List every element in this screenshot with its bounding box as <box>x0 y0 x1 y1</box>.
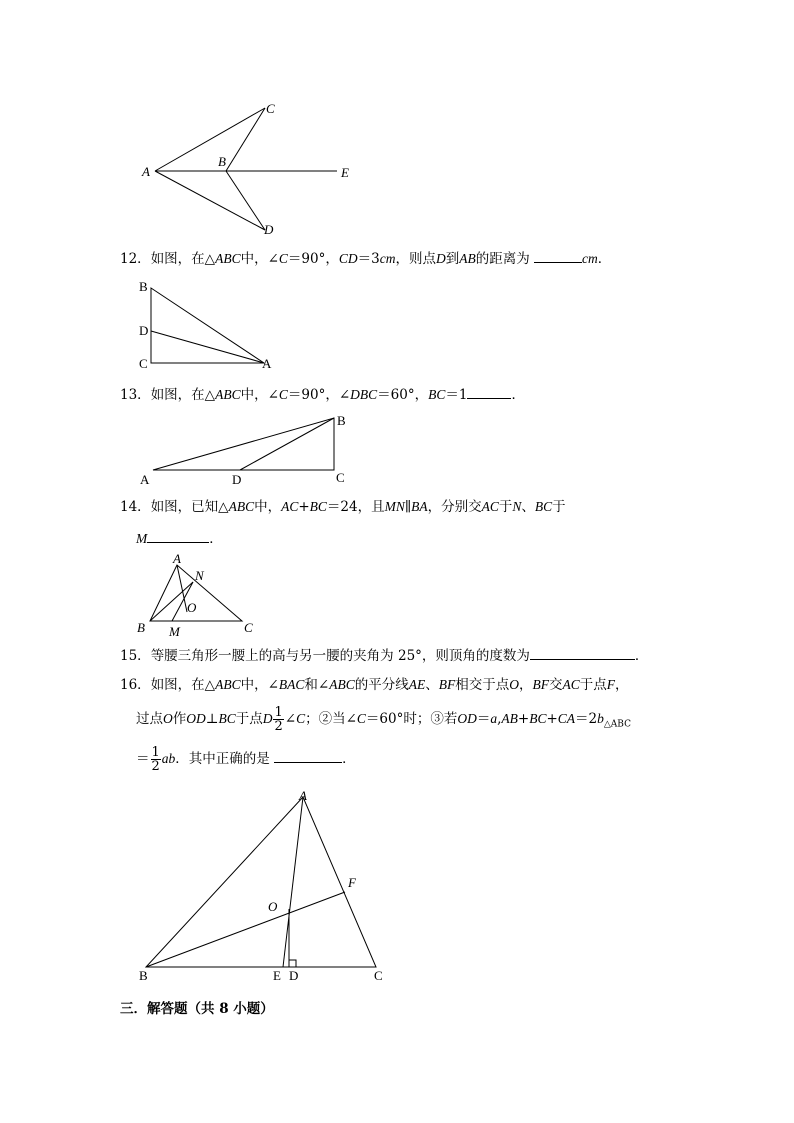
figure-q16 <box>135 785 395 985</box>
question-14-line2: M ． <box>136 528 223 549</box>
fraction-half: $\frac{1}{2}$ <box>274 705 283 734</box>
question-16-line3: ＝ $\frac{1}{2}$ ab．其中正确的是 ． <box>136 745 356 774</box>
answer-blank-13[interactable] <box>467 384 511 399</box>
label-E: E <box>273 968 281 983</box>
label-B: B <box>218 154 226 169</box>
label-A: A <box>173 551 181 566</box>
label-C: C <box>244 620 253 635</box>
question-16-line2: 过点O作OD⊥BC于点D $\frac{1}{2}$ ∠C；②当∠C＝60°时；③若$OD=a,AB+BC+CA=2b_{\triangle ABC}$ <box>136 705 631 734</box>
section-heading: 三．解答题（共 8 小题） <box>120 1001 274 1017</box>
label-A: A <box>142 164 150 179</box>
label-A: A <box>140 472 150 487</box>
label-D: D <box>264 222 274 237</box>
label-F: F <box>348 875 356 890</box>
label-N: N <box>195 568 204 583</box>
label-D: D <box>232 472 242 487</box>
question-12: 12．如图，在△ABC中，∠C＝90°，CD＝3cm，则点D到AB的距离为 cm． <box>120 248 611 269</box>
label-B: B <box>337 413 346 428</box>
label-E: E <box>341 165 349 180</box>
label-A: A <box>299 788 307 803</box>
label-C: C <box>266 101 275 116</box>
label-O: O <box>187 600 197 615</box>
question-13: 13．如图，在△ABC中，∠C＝90°，∠DBC＝60°，BC＝1 ． <box>120 384 525 405</box>
label-C: C <box>374 968 383 983</box>
answer-blank-12[interactable] <box>534 248 582 263</box>
label-C: C <box>139 356 148 371</box>
label-D: D <box>289 968 299 983</box>
label-A: A <box>262 356 272 371</box>
answer-blank-14[interactable] <box>147 528 209 543</box>
label-M: M <box>169 624 180 639</box>
figure-q12 <box>135 278 285 373</box>
label-B: B <box>139 968 148 983</box>
label-B: B <box>139 279 148 294</box>
label-D: D <box>139 323 149 338</box>
answer-blank-16[interactable] <box>274 748 342 763</box>
figure-q13 <box>135 410 355 490</box>
figure-q14 <box>135 552 265 642</box>
question-14: 14．如图，已知△ABC中，AC+BC＝24，且MN∥BA，分别交AC于N、BC于 <box>120 499 566 515</box>
fraction-half: $\frac{1}{2}$ <box>151 745 160 774</box>
question-15: 15．等腰三角形一腰上的高与另一腰的夹角为 25°，则顶角的度数为 ． <box>120 645 648 666</box>
label-B: B <box>137 620 145 635</box>
label-O: O <box>268 899 278 914</box>
figure-q11 <box>140 100 360 240</box>
question-16: 16．如图，在△ABC中，∠BAC和∠ABC的平分线AE、BF相交于点O，BF交AC于点F， <box>120 677 629 693</box>
answer-blank-15[interactable] <box>530 645 635 660</box>
label-C: C <box>336 470 345 485</box>
